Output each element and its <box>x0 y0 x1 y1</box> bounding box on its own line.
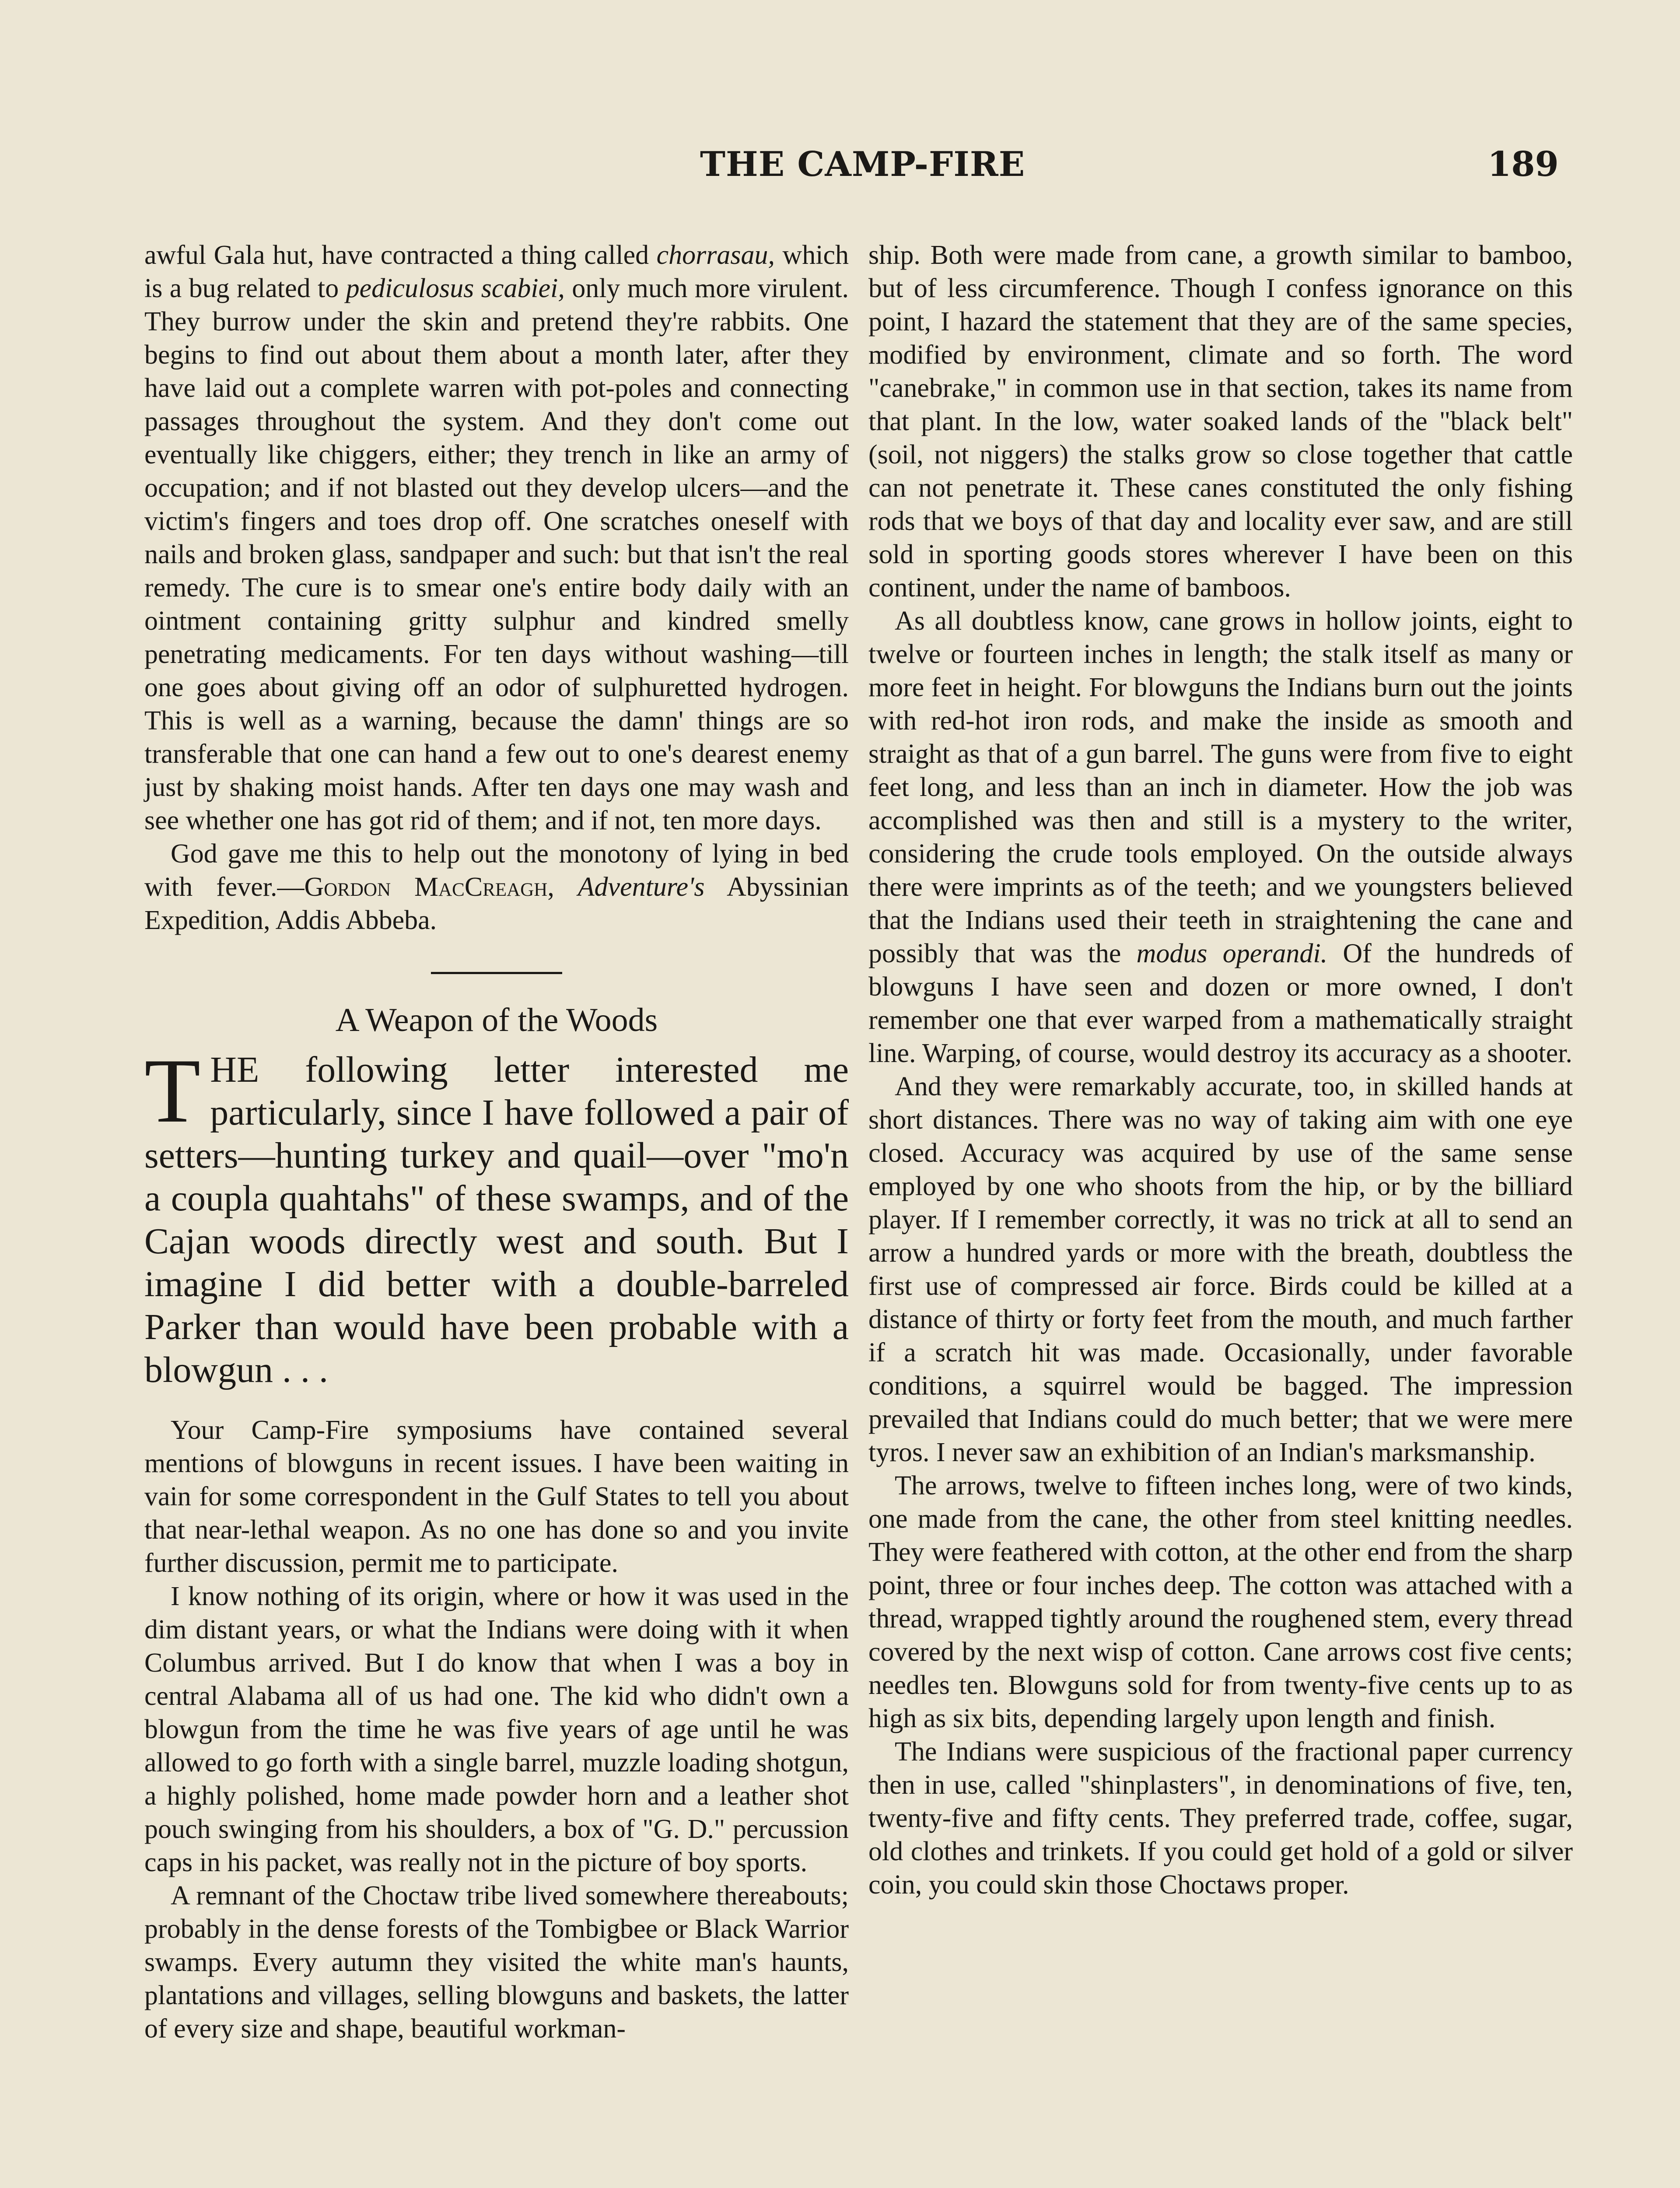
running-head <box>0 144 1680 193</box>
text-run: awful Gala hut, have contracted a thing called <box>144 240 657 270</box>
paragraph: The Indians were suspicious of the fractional paper currency then in use, called "shinplasters", in denominations of five, ten, twenty-five and fifty cents. They preferred trade, coffee, sugar, old clothes and trinkets. If you could get hold of a gold or silver coin, you could skin those Choctaws proper. <box>868 1737 1573 1900</box>
drop-cap: T <box>144 1040 201 1142</box>
italic-term: chorrasau, <box>656 240 775 270</box>
section-title: A Weapon of the Woods <box>335 1002 658 1038</box>
text-run: Abyssinian Expedition, Addis Abbeba. <box>144 872 849 935</box>
text-run: HE following letter interested me particularly, since I have followed a pair of setters—hunting turkey and quail—over "mo'n a coupla quahtahs" of these swamps, and of the Cajan woods directly west and south. But I imagine I did better with a double-barreled Parker than would have been probable with a blowgun . . . <box>144 1049 849 1390</box>
page-number: 189 <box>1488 144 1559 184</box>
text-run: God gave me this to help out the monotony of lying in bed with fever.— <box>144 839 849 902</box>
paragraph: The arrows, twelve to fifteen inches long, were of two kinds, one made from the cane, the other from steel knitting needles. They were feathered with cotton, at the other end from the sharp point, three or four inches deep. The cotton was attached with a thread, wrapped tightly around the roughened stem, every thread covered by the next wisp of cotton. Cane arrows cost five cents; needles ten. Blowguns sold for from twenty-five cents up to as high as six bits, depending largely upon length and finish. <box>868 1471 1573 1733</box>
author-name: Gordon MacCreagh, <box>304 872 554 902</box>
left-column <box>144 238 849 2188</box>
text-run: which is a bug related to <box>144 240 849 303</box>
italic-term: pediculosus scabiei, <box>346 274 565 303</box>
paragraph: I know nothing of its origin, where or how it was used in the dim distant years, or what the Indians were doing with it when Columbus arrived. But I do know that when I was a boy in central Alabama all of us had one. The kid who didn't own a blowgun from the time he was five years of age until he was allowed to go forth with a single barrel, muzzle loading shotgun, a highly polished, home made powder horn and a leather shot pouch swinging from his shoulders, a box of "G. D." percussion caps in his packet, was really not in the picture of boy sports. <box>144 1581 849 1877</box>
section-divider <box>431 972 562 974</box>
signature-paragraph <box>144 837 849 937</box>
intro-paragraph <box>144 1040 849 1392</box>
paragraph: Your Camp-Fire symposiums have contained several mentions of blowguns in recent issues. I have been waiting in vain for some correspondent in the Gulf States to tell you about that near-lethal weapon. As no one has done so and you invite further discussion, permit me to participate. <box>144 1415 849 1578</box>
right-column <box>868 238 1573 2188</box>
publication-name: Adventure's <box>578 872 705 902</box>
text-run: only much more virulent. They burrow under the skin and pretend they're rabbits. One begins to find out about them about a month later, after they have laid out a complete warren with pot-poles and connecting passages throughout the system. And they don't come out eventually like chiggers, either; they trench in like an army of occupation; and if not blasted out they develop ulcers—and the victim's fingers and toes drop off. One scratches oneself with nails and broken glass, sandpaper and such: but that isn't the real remedy. The cure is to smear one's entire body daily with an ointment containing gritty sulphur and kindred smelly penetrating medicaments. For ten days without washing—till one goes about giving off an odor of sulphuretted hydrogen. This is well as a warning, because the damn' things are so transferable that one can hand a few out to one's dearest enemy just by shaking moist hands. After ten days one may wash and see whether one has got rid of them; and if not, ten more days. <box>144 274 849 835</box>
paragraph: A remnant of the Choctaw tribe lived somewhere thereabouts; probably in the dense forests of the Tombigbee or Black Warrior swamps. Every autumn they visited the white man's haunts, plantations and villages, selling blowguns and baskets, the latter of every size and shape, beautiful workman- <box>144 1881 849 2044</box>
paragraph <box>868 604 1573 1070</box>
text-run: As all doubtless know, cane grows in hollow joints, eight to twelve or fourteen inches in length; the stalk itself as many or more feet in height. For blowguns the Indians burn out the joints with red-hot iron rods, and make the inside as smooth and straight as that of a gun barrel. The guns were from five to eight feet long, and less than an inch in diameter. How the job was accomplished was then and still is a mystery to the writer, considering the crude tools employed. On the outside always there were imprints as of the teeth; and we youngsters believed that the Indians used their teeth in straightening the cane and possibly that was the <box>868 606 1573 968</box>
paragraph: And they were remarkably accurate, too, in skilled hands at short distances. There was no way of taking aim with one eye closed. Accuracy was acquired by use of the same sense employed by one who shoots from the hip, or by the billiard player. If I remember correctly, it was no trick at all to send an arrow a hundred yards or more with the breath, doubtless the first use of compressed air force. Birds could be killed at a distance of thirty or forty feet from the mouth, and much farther if a scratch hit was made. Occasionally, under favorable conditions, a squirrel would be bagged. The impression prevailed that Indians could do much better; that we were mere tyros. I never saw an exhibition of an Indian's marksmanship. <box>868 1072 1573 1467</box>
paragraph: ship. Both were made from cane, a growth similar to bamboo, but of less circumference. Though I confess ignorance on this point, I hazard the statement that they are of the same species, modified by environment, climate and so forth. The word "canebrake," in common use in that section, takes its name from that plant. In the low, water soaked lands of the "black belt" (soil, not niggers) the stalks grow so close together that cattle can not penetrate it. These canes constituted the only fishing rods that we boys of that day and locality ever saw, and are still sold in sporting goods stores wherever I have been on this continent, under the name of bamboos. <box>868 240 1573 603</box>
running-title: THE CAMP-FIRE <box>700 144 1026 184</box>
paragraph <box>144 238 849 837</box>
italic-term: modus operandi. <box>1136 939 1328 968</box>
text-run: Of the hundreds of blowguns I have seen and dozen or more owned, I don't remember one that ever warped from a mathematically straight line. Warping, of course, would destroy its accuracy as a shooter. <box>868 939 1573 1068</box>
